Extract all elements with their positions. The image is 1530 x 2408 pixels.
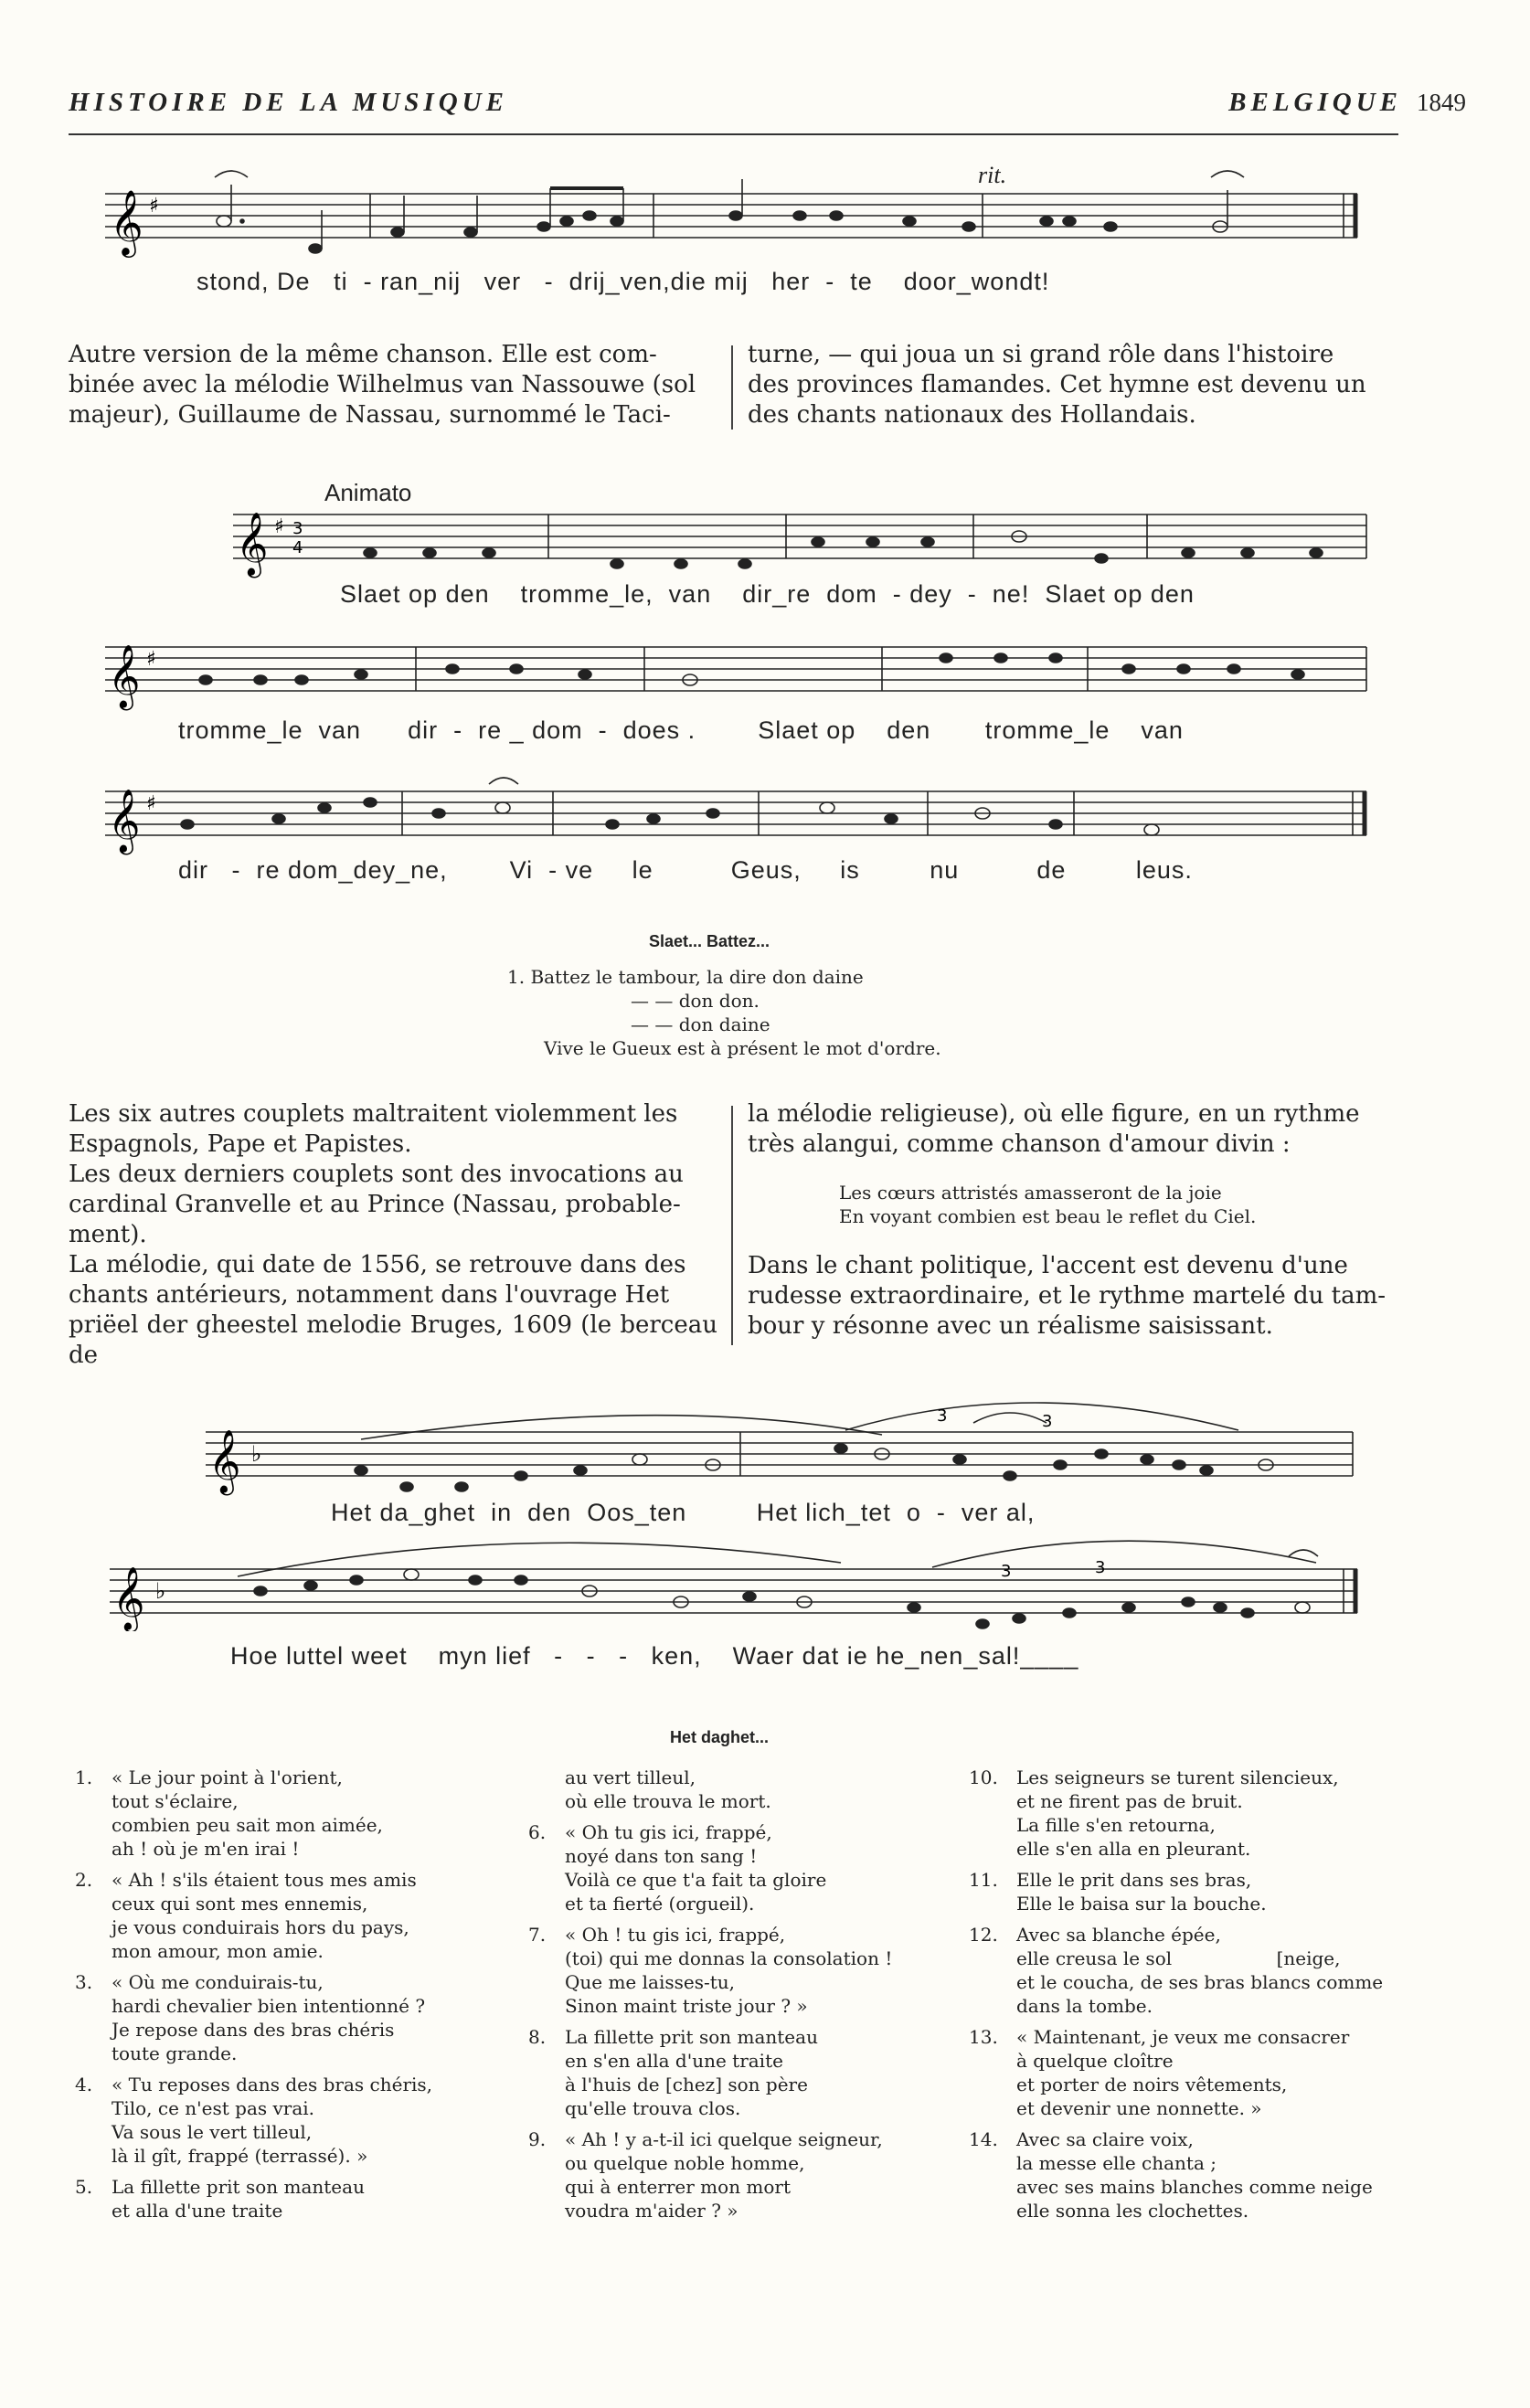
poem-1-title: Slaet... Battez...	[649, 932, 770, 950]
music-staff-1	[105, 164, 1366, 265]
running-title-left: HISTOIRE DE LA MUSIQUE	[69, 88, 508, 117]
svg-text:3: 3	[1042, 1412, 1053, 1431]
music-staff-2c	[105, 768, 1376, 859]
stanza: 2. « Ah ! s'ils étaient tous mes amis ceux qui sont mes ennemis, je vous conduirais hors du pays, mon amour, mon amie.	[75, 1869, 417, 1962]
poem-2-column-2	[528, 1766, 985, 2230]
stanza: 12. Avec sa blanche épée, elle creusa le sol [neige, et le coucha, de ses bras blancs comme dans la tombe.	[969, 1924, 1384, 2017]
music-2-lyrics-line3: dir - re dom_dey_ne, Vi - ve le Geus, is nu de leus.	[178, 856, 1193, 884]
svg-text:♯: ♯	[274, 515, 284, 538]
rit-marking: rit.	[978, 164, 1007, 188]
svg-text:𝄞: 𝄞	[236, 512, 269, 576]
svg-text:♭: ♭	[155, 1578, 166, 1604]
music-3-lyrics-line1: Het da_ghet in den Oos_ten Het lich_tet o - ver al,	[331, 1499, 1036, 1526]
stanza: 8. La fillette prit son manteau en s'en alla d'une traite à l'huis de [chez] son père qu'elle trouva clos.	[528, 2026, 818, 2119]
paragraph-1-right: turne, — qui joua un si grand rôle dans l'histoire des provinces flamandes. Cet hymne est devenu un des chants nationaux des Hollandais.	[748, 341, 1366, 429]
quote-block: Les cœurs attristés amasseront de la joie En voyant combien est beau le reflet du Ciel.	[839, 1182, 1257, 1227]
stanza: 4. « Tu reposes dans des bras chéris, Tilo, ce n'est pas vrai. Va sous le vert tilleul, là il gît, frappé (terrassé). »	[75, 2074, 433, 2167]
svg-text:3: 3	[937, 1406, 948, 1426]
poem-1-lines: 1. Battez le tambour, la dire don daine — — don don. — — don daine Vive le Gueux est à présent le mot d'ordre.	[507, 966, 941, 1059]
paragraph-1-left: Autre version de la même chanson. Elle est com- binée avec la mélodie Wilhelmus van Nassouwe (sol majeur), Guillaume de Nassau, surnommé le Taci-	[69, 341, 696, 429]
stanza: 9. « Ah ! y a-t-il ici quelque seigneur, ou quelque noble homme, qui à enterrer mon mort voudra m'aider ? »	[528, 2128, 883, 2222]
stanza: 6. « Oh tu gis ici, frappé, noyé dans ton sang ! Voilà ce que t'a fait ta gloire et ta fierté (orgueil).	[528, 1821, 827, 1915]
paragraph-2-right-bottom: Dans le chant politique, l'accent est devenu d'une rudesse extraordinaire, et le rythme martelé du tam- bour y résonne avec un réalisme saisissant.	[748, 1252, 1387, 1340]
svg-text:𝄞: 𝄞	[208, 1429, 241, 1493]
stanza: 1. « Le jour point à l'orient, tout s'éclaire, combien peu sait mon aimée, ah ! où je m'en irai !	[75, 1766, 383, 1860]
svg-text:3: 3	[1095, 1558, 1106, 1577]
music-2-lyrics-line2: tromme_le van dir - re _ dom - does . Slaet op den tromme_le van	[178, 716, 1184, 744]
tempo-marking: Animato	[324, 479, 412, 506]
stanza: 5. La fillette prit son manteau et alla d'une traite	[75, 2176, 365, 2222]
stanza: 7. « Oh ! tu gis ici, frappé, (toi) qui me donnas la consolation ! Que me laisses-tu, Sinon maint triste jour ? »	[528, 1924, 893, 2017]
music-staff-2a	[233, 498, 1376, 580]
svg-text:𝄞: 𝄞	[108, 644, 141, 708]
stanza: au vert tilleul, où elle trouva le mort.	[565, 1766, 771, 1812]
page-number: 1849	[1417, 89, 1466, 116]
svg-text:3: 3	[292, 519, 303, 538]
column-rule-1	[731, 345, 733, 430]
music-staff-2b	[105, 631, 1376, 713]
svg-text:♯: ♯	[146, 792, 156, 815]
column-rule-2	[731, 1106, 733, 1345]
poem-2-column-1	[75, 1766, 514, 2230]
stanza: 14. Avec sa claire voix, la messe elle chanta ; avec ses mains blanches comme neige elle sonna les clochettes.	[969, 2128, 1373, 2222]
paragraph-2-left: Les six autres couplets maltraitent violemment les Espagnols, Pape et Papistes. Les deux derniers couplets sont des invocations au cardinal Granvelle et au Prince (Nassau, probable- ment). La mélodie, qui date de 1556, se retrouve dans des chants antérieurs, notamment dans l'ouvrage Het priëel der gheestel melodie Bruges, 1609 (le berceau de	[69, 1100, 717, 1369]
svg-text:𝄞: 𝄞	[108, 789, 141, 853]
svg-text:3: 3	[1001, 1562, 1012, 1581]
music-1-lyrics: stond, De ti - ran_nij ver - drij_ven,die mij her - te door_wondt!	[197, 268, 1050, 295]
music-2-lyrics-line1: Slaet op den tromme_le, van dir_re dom - dey - ne! Slaet op den	[340, 580, 1195, 608]
stanza: 3. « Où me conduirais-tu, hardi chevalier bien intentionné ? Je repose dans des bras chéris toute grande.	[75, 1971, 426, 2064]
poem-2-column-3	[969, 1766, 1408, 2230]
svg-text:4: 4	[292, 538, 303, 557]
header-rule	[69, 133, 1398, 135]
stanza: 13. « Maintenant, je veux me consacrer à quelque cloître et porter de noirs vêtements, et devenir une nonnette. »	[969, 2026, 1350, 2119]
music-staff-3b	[110, 1522, 1371, 1631]
svg-text:♯: ♯	[149, 195, 159, 217]
svg-text:♭: ♭	[251, 1441, 262, 1467]
svg-text:𝄞: 𝄞	[110, 188, 143, 255]
svg-text:♯: ♯	[146, 648, 156, 671]
paragraph-2-right-top: la mélodie religieuse), où elle figure, en un rythme très alangui, comme chanson d'amour divin :	[748, 1100, 1360, 1158]
music-staff-3a	[206, 1384, 1376, 1503]
stanza: 10. Les seigneurs se turent silencieux, et ne firent pas de bruit. La fille s'en retourna, elle s'en alla en pleurant.	[969, 1766, 1339, 1860]
svg-text:𝄞: 𝄞	[112, 1566, 145, 1630]
running-title-right: BELGIQUE	[1228, 88, 1402, 117]
poem-2-title: Het daghet...	[670, 1728, 770, 1746]
music-3-lyrics-line2: Hoe luttel weet myn lief - - - ken, Waer dat ie he_nen_sal!____	[230, 1642, 1079, 1670]
stanza: 11. Elle le prit dans ses bras, Elle le baisa sur la bouche.	[969, 1869, 1267, 1915]
